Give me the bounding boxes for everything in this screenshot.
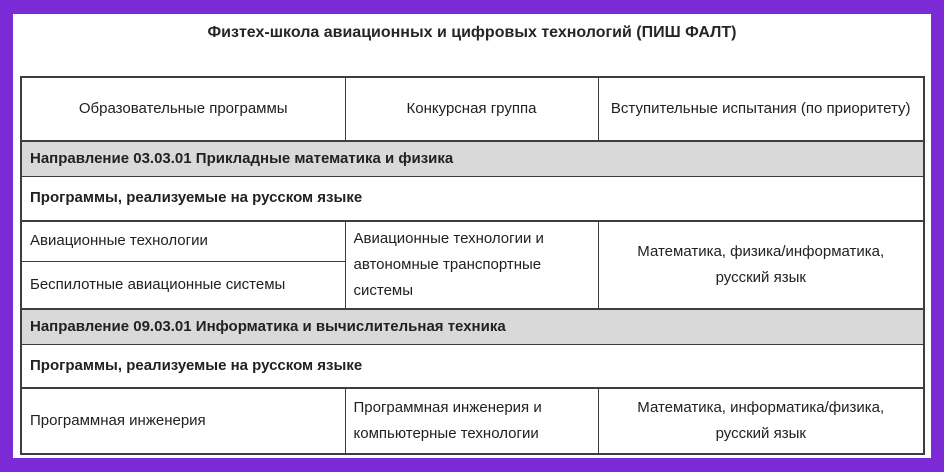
subsection-label: Программы, реализуемые на русском языке [21, 344, 924, 388]
section-row-09-03-01 [21, 309, 924, 345]
header-exams-label: Вступительные испытания (по приоритету) [610, 100, 911, 117]
header-cell-group [345, 77, 598, 141]
page-title: Физтех-школа авиационных и цифровых технологий (ПИШ ФАЛТ) [207, 24, 737, 41]
subsection-row-russian-1 [21, 177, 924, 221]
exams-text: Математика, информатика/физика, русский язык [637, 399, 885, 442]
group-cell: Авиационные технологии и автономные транспортные системы [345, 221, 598, 309]
header-programs-label: Образовательные программы [78, 100, 288, 117]
table-row-software-engineering [21, 388, 924, 454]
table-header-row [21, 77, 924, 141]
admissions-table [20, 76, 925, 455]
subsection-label: Программы, реализуемые на русском языке [21, 177, 924, 221]
header-group-label: Конкурсная группа [406, 100, 537, 117]
header-cell-programs [21, 77, 345, 141]
table-row-aviation-tech [21, 221, 924, 262]
section-row-03-03-01 [21, 141, 924, 177]
exams-cell [598, 388, 924, 454]
program-cell: Авиационные технологии [21, 221, 345, 262]
program-cell: Беспилотные авиационные системы [21, 262, 345, 309]
exams-text: Математика, физика/информатика, русский язык [637, 242, 885, 286]
section-direction-label: Направление 09.03.01 Информатика и вычислительная техника [21, 309, 924, 345]
program-cell: Программная инженерия [21, 388, 345, 454]
section-direction-label: Направление 03.03.01 Прикладные математика и физика [21, 141, 924, 177]
subsection-row-russian-2 [21, 344, 924, 388]
header-cell-exams [598, 77, 924, 141]
group-cell: Программная инженерия и компьютерные технологии [345, 388, 598, 454]
exams-cell [598, 221, 924, 309]
